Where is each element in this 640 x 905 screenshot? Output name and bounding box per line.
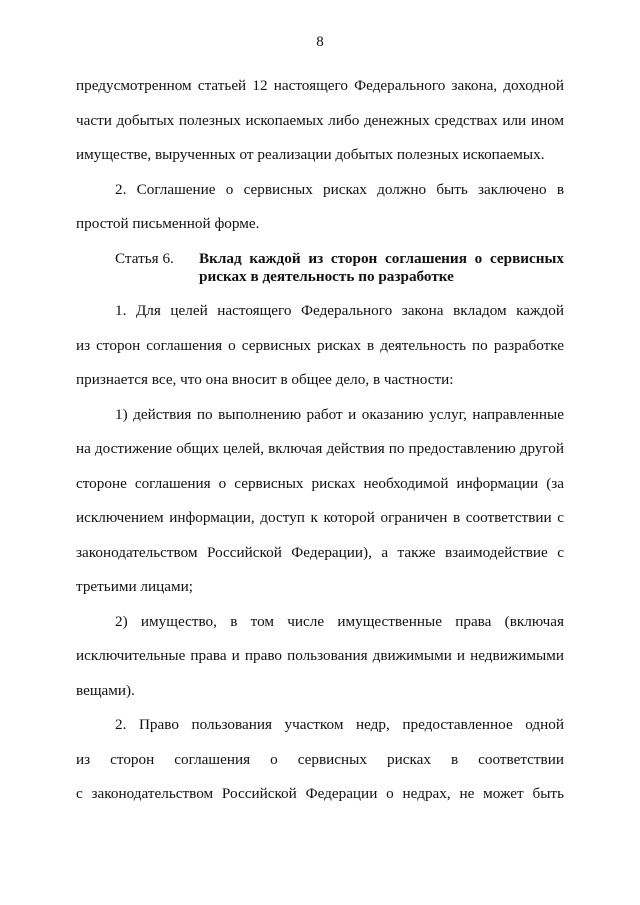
text-line: стороне соглашения о сервисных рисках необходимой информации (за [76, 475, 564, 492]
page-number: 8 [316, 34, 324, 50]
text-line: из сторон соглашения о сервисных рисках в деятельность по разработке [76, 337, 564, 354]
text-line: с законодательством Российской Федерации о недрах, не может быть [76, 785, 564, 802]
text-line: имуществе, вырученных от реализации добытых полезных ископаемых. [76, 146, 545, 163]
text-line: 1) действия по выполнению работ и оказанию услуг, направленные [115, 406, 564, 423]
text-line: предусмотренном статьей 12 настоящего Федерального закона, доходной [76, 77, 564, 94]
text-line: исключением информации, доступ к которой ограничен в соответствии с [76, 509, 564, 526]
article-title-line: Вклад каждой из сторон соглашения о сервисных [199, 250, 564, 267]
text-line: на достижение общих целей, включая действия по предоставлению другой [76, 440, 564, 457]
text-line: 1. Для целей настоящего Федерального закона вкладом каждой [115, 302, 564, 319]
text-line: вещами). [76, 682, 135, 699]
text-line: 2. Соглашение о сервисных рисках должно быть заключено в [115, 181, 564, 198]
text-line: простой письменной форме. [76, 215, 260, 232]
text-line: исключительные права и право пользования движимыми и недвижимыми [76, 647, 564, 664]
text-line: 2) имущество, в том числе имущественные права (включая [115, 613, 564, 630]
article-title-line: рисках в деятельность по разработке [199, 268, 454, 285]
text-line: признается все, что она вносит в общее дело, в частности: [76, 371, 454, 388]
text-line: части добытых полезных ископаемых либо денежных средствах или ином [76, 112, 564, 129]
article-label: Статья 6. [115, 250, 174, 267]
text-line: третьими лицами; [76, 578, 193, 595]
text-line: 2. Право пользования участком недр, предоставленное одной [115, 716, 564, 733]
text-line: из сторон соглашения о сервисных рисках в соответствии [76, 751, 564, 768]
text-line: законодательством Российской Федерации), а также взаимодействие с [76, 544, 564, 561]
